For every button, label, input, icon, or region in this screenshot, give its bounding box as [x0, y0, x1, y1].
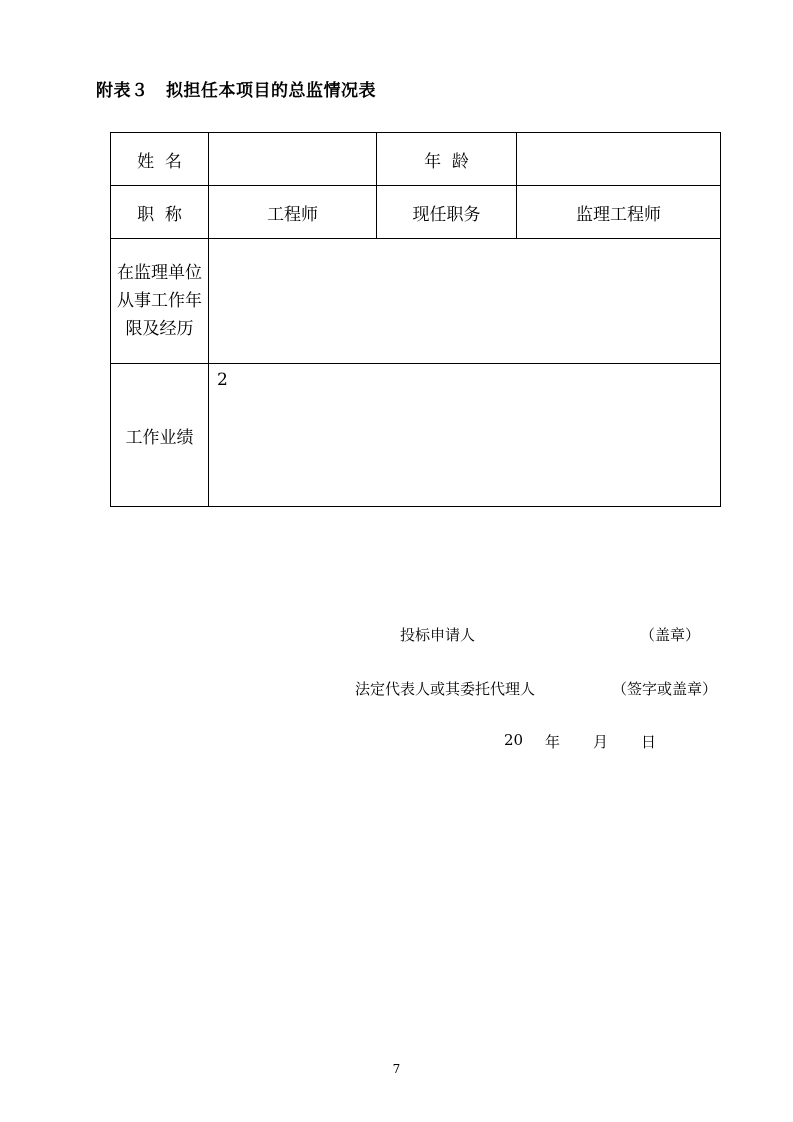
applicant-label: 投标申请人	[400, 626, 476, 644]
legal-rep-seal: （签字或盖章）	[612, 680, 718, 698]
current-position-label: 现任职务	[377, 186, 517, 239]
age-field[interactable]	[517, 133, 721, 186]
name-field[interactable]	[209, 133, 377, 186]
table-row	[111, 133, 721, 186]
professional-title-field[interactable]: 工程师	[209, 186, 377, 239]
professional-title-label: 职 称	[111, 186, 209, 239]
name-label: 姓 名	[111, 133, 209, 186]
date-year: 年	[545, 733, 561, 751]
table-row	[111, 364, 721, 507]
current-position-field[interactable]: 监理工程师	[517, 186, 721, 239]
director-info-table	[110, 132, 721, 507]
experience-label: 在监理单位从事工作年限及经历	[111, 239, 209, 364]
page-number: 7	[392, 1062, 401, 1076]
age-label: 年 龄	[377, 133, 517, 186]
performance-label: 工作业绩	[111, 364, 209, 507]
date-month: 月	[593, 733, 609, 751]
table-row	[111, 239, 721, 364]
table-row	[111, 186, 721, 239]
performance-field[interactable]: 2	[209, 364, 721, 507]
experience-field[interactable]	[209, 239, 721, 364]
applicant-seal: （盖章）	[640, 626, 701, 644]
legal-rep-label: 法定代表人或其委托代理人	[355, 680, 536, 698]
page-title: 附表３ 拟担任本项目的总监情况表	[96, 81, 376, 101]
date-day: 日	[641, 733, 657, 751]
date-year-prefix: 20	[504, 731, 524, 749]
